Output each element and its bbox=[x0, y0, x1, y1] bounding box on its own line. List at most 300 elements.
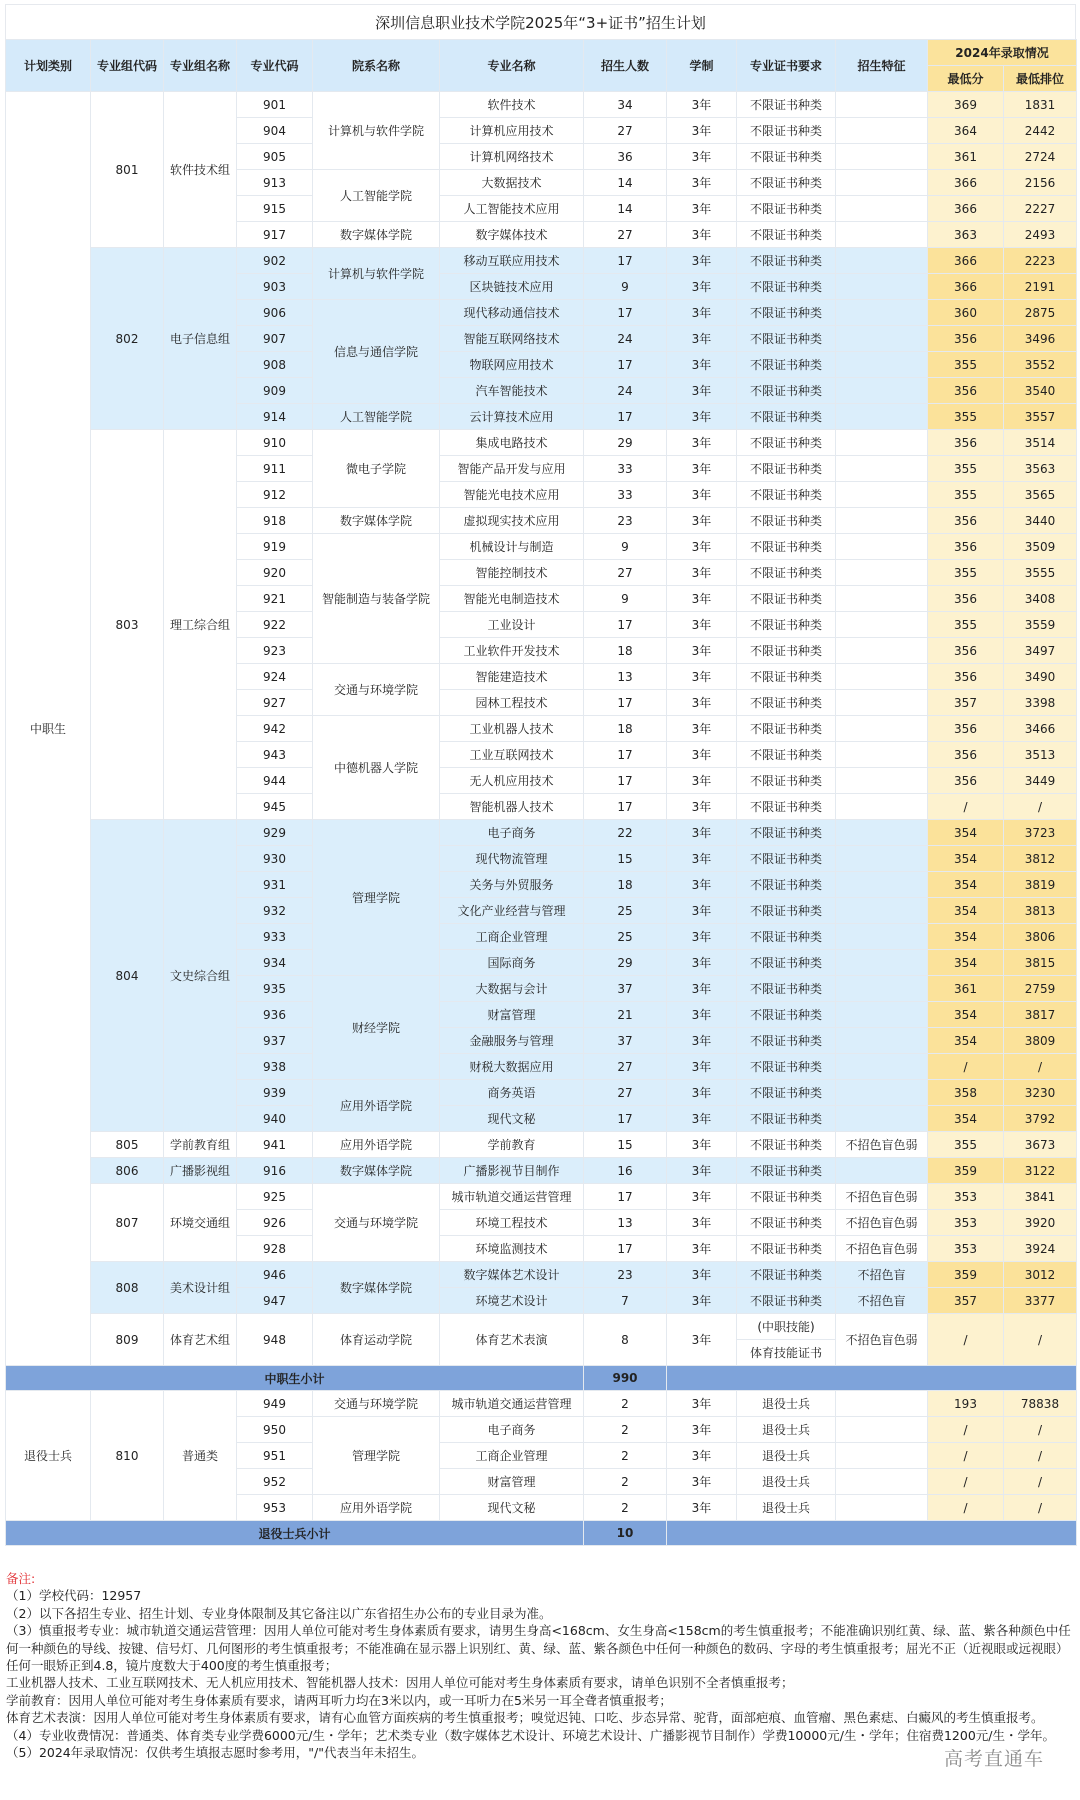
min-rank-cell: 2442 bbox=[1004, 118, 1077, 144]
quota-cell: 27 bbox=[584, 222, 667, 248]
feature-cell bbox=[836, 638, 928, 664]
cert-requirement-cell: 不限证书种类 bbox=[737, 1158, 836, 1184]
quota-cell: 17 bbox=[584, 1106, 667, 1132]
quota-cell: 9 bbox=[584, 534, 667, 560]
min-rank-cell: 3513 bbox=[1004, 742, 1077, 768]
major-name-cell: 体育艺术表演 bbox=[440, 1314, 584, 1366]
feature-cell bbox=[836, 508, 928, 534]
major-name-cell: 财富管理 bbox=[440, 1469, 584, 1495]
major-code-cell: 950 bbox=[237, 1417, 313, 1443]
feature-cell bbox=[836, 300, 928, 326]
years-cell: 3年 bbox=[667, 482, 737, 508]
min-rank-cell: 3552 bbox=[1004, 352, 1077, 378]
min-score-cell: / bbox=[928, 1495, 1004, 1521]
major-name-cell: 电子商务 bbox=[440, 1417, 584, 1443]
group-name-cell: 广播影视组 bbox=[164, 1158, 237, 1184]
feature-cell bbox=[836, 560, 928, 586]
cert-requirement-cell: 不限证书种类 bbox=[737, 1184, 836, 1210]
dept-name-cell: 信息与通信学院 bbox=[313, 300, 440, 404]
years-cell: 3年 bbox=[667, 430, 737, 456]
major-code-cell: 906 bbox=[237, 300, 313, 326]
min-score-cell: 366 bbox=[928, 170, 1004, 196]
min-rank-cell: 2724 bbox=[1004, 144, 1077, 170]
min-score-cell: 354 bbox=[928, 1106, 1004, 1132]
dept-name-cell: 数字媒体学院 bbox=[313, 1158, 440, 1184]
min-rank-cell: 3514 bbox=[1004, 430, 1077, 456]
min-rank-cell: 3012 bbox=[1004, 1262, 1077, 1288]
cert-requirement-cell: 不限证书种类 bbox=[737, 768, 836, 794]
min-rank-cell: / bbox=[1004, 1054, 1077, 1080]
quota-cell: 27 bbox=[584, 1054, 667, 1080]
min-rank-cell: 3806 bbox=[1004, 924, 1077, 950]
quota-cell: 14 bbox=[584, 196, 667, 222]
feature-cell bbox=[836, 222, 928, 248]
years-cell: 3年 bbox=[667, 1391, 737, 1417]
subtotal-label: 退役士兵小计 bbox=[6, 1521, 584, 1546]
major-name-cell: 智能光电技术应用 bbox=[440, 482, 584, 508]
cert-requirement-cell: 不限证书种类 bbox=[737, 794, 836, 820]
feature-cell: 不招色盲 bbox=[836, 1288, 928, 1314]
group-code-cell: 806 bbox=[91, 1158, 164, 1184]
group-name-cell: 普通类 bbox=[164, 1391, 237, 1521]
plan-type-cell: 中职生 bbox=[6, 92, 91, 1366]
group-name-cell: 电子信息组 bbox=[164, 248, 237, 430]
min-score-cell: 355 bbox=[928, 456, 1004, 482]
group-name-cell: 理工综合组 bbox=[164, 430, 237, 820]
group-name-cell: 美术设计组 bbox=[164, 1262, 237, 1314]
major-name-cell: 集成电路技术 bbox=[440, 430, 584, 456]
dept-name-cell: 人工智能学院 bbox=[313, 170, 440, 222]
table-body bbox=[6, 92, 1077, 1546]
cert-requirement-cell: 不限证书种类 bbox=[737, 248, 836, 274]
major-name-cell: 学前教育 bbox=[440, 1132, 584, 1158]
major-name-cell: 环境艺术设计 bbox=[440, 1288, 584, 1314]
min-score-cell: 358 bbox=[928, 1080, 1004, 1106]
years-cell: 3年 bbox=[667, 378, 737, 404]
min-rank-cell: 2759 bbox=[1004, 976, 1077, 1002]
years-cell: 3年 bbox=[667, 1469, 737, 1495]
min-rank-cell: 3563 bbox=[1004, 456, 1077, 482]
cert-requirement-cell: 不限证书种类 bbox=[737, 508, 836, 534]
major-name-cell: 现代文秘 bbox=[440, 1495, 584, 1521]
quota-cell: 17 bbox=[584, 1236, 667, 1262]
major-code-cell: 913 bbox=[237, 170, 313, 196]
major-code-cell: 941 bbox=[237, 1132, 313, 1158]
cert-requirement-cell: (中职技能) bbox=[737, 1314, 836, 1340]
note-line: （5）2024年录取情况：仅供考生填报志愿时参考用，"/"代表当年未招生。 bbox=[6, 1745, 424, 1761]
cert-requirement-cell: 不限证书种类 bbox=[737, 1236, 836, 1262]
min-score-cell: 355 bbox=[928, 612, 1004, 638]
major-code-cell: 916 bbox=[237, 1158, 313, 1184]
major-name-cell: 虚拟现实技术应用 bbox=[440, 508, 584, 534]
cert-requirement-cell: 体育技能证书 bbox=[737, 1340, 836, 1366]
major-name-cell: 计算机应用技术 bbox=[440, 118, 584, 144]
major-code-cell: 930 bbox=[237, 846, 313, 872]
min-rank-cell: 2875 bbox=[1004, 300, 1077, 326]
quota-cell: 27 bbox=[584, 560, 667, 586]
plan-type-cell: 退役士兵 bbox=[6, 1391, 91, 1521]
quota-cell: 17 bbox=[584, 768, 667, 794]
major-name-cell: 无人机应用技术 bbox=[440, 768, 584, 794]
quota-cell: 7 bbox=[584, 1288, 667, 1314]
major-code-cell: 923 bbox=[237, 638, 313, 664]
min-score-cell: 353 bbox=[928, 1184, 1004, 1210]
min-rank-cell: 3841 bbox=[1004, 1184, 1077, 1210]
min-score-cell: 354 bbox=[928, 820, 1004, 846]
min-rank-cell: / bbox=[1004, 1314, 1077, 1366]
cert-requirement-cell: 不限证书种类 bbox=[737, 976, 836, 1002]
major-name-cell: 移动互联应用技术 bbox=[440, 248, 584, 274]
feature-cell bbox=[836, 924, 928, 950]
quota-cell: 27 bbox=[584, 1080, 667, 1106]
major-name-cell: 财税大数据应用 bbox=[440, 1054, 584, 1080]
header-admission-2024: 2024年录取情况 bbox=[928, 40, 1077, 66]
min-score-cell: 356 bbox=[928, 326, 1004, 352]
feature-cell bbox=[836, 1054, 928, 1080]
quota-cell: 2 bbox=[584, 1391, 667, 1417]
feature-cell bbox=[836, 404, 928, 430]
major-code-cell: 909 bbox=[237, 378, 313, 404]
group-code-cell: 808 bbox=[91, 1262, 164, 1314]
feature-cell bbox=[836, 716, 928, 742]
years-cell: 3年 bbox=[667, 950, 737, 976]
cert-requirement-cell: 不限证书种类 bbox=[737, 872, 836, 898]
cert-requirement-cell: 不限证书种类 bbox=[737, 456, 836, 482]
quota-cell: 17 bbox=[584, 248, 667, 274]
cert-requirement-cell: 不限证书种类 bbox=[737, 664, 836, 690]
min-rank-cell: 3377 bbox=[1004, 1288, 1077, 1314]
major-code-cell: 922 bbox=[237, 612, 313, 638]
feature-cell bbox=[836, 456, 928, 482]
note-line: （4）专业收费情况：普通类、体育类专业学费6000元/生・学年；艺术类专业（数字媒体艺术设计、环境艺术设计、广播影视节目制作）学费10000元/生・学年；住宿费1200元/生・学年。 bbox=[6, 1727, 1055, 1743]
cert-requirement-cell: 不限证书种类 bbox=[737, 300, 836, 326]
major-code-cell: 905 bbox=[237, 144, 313, 170]
min-score-cell: 363 bbox=[928, 222, 1004, 248]
feature-cell: 不招色盲 bbox=[836, 1262, 928, 1288]
major-name-cell: 大数据技术 bbox=[440, 170, 584, 196]
major-code-cell: 949 bbox=[237, 1391, 313, 1417]
table-row bbox=[6, 1314, 1077, 1340]
major-code-cell: 901 bbox=[237, 92, 313, 118]
group-code-cell: 810 bbox=[91, 1391, 164, 1521]
min-rank-cell: 3723 bbox=[1004, 820, 1077, 846]
major-code-cell: 933 bbox=[237, 924, 313, 950]
quota-cell: 24 bbox=[584, 326, 667, 352]
years-cell: 3年 bbox=[667, 664, 737, 690]
min-score-cell: 356 bbox=[928, 768, 1004, 794]
min-rank-cell: 3440 bbox=[1004, 508, 1077, 534]
major-name-cell: 工业软件开发技术 bbox=[440, 638, 584, 664]
quota-cell: 18 bbox=[584, 872, 667, 898]
major-name-cell: 现代移动通信技术 bbox=[440, 300, 584, 326]
min-score-cell: 364 bbox=[928, 118, 1004, 144]
min-score-cell: 357 bbox=[928, 690, 1004, 716]
min-rank-cell: 3559 bbox=[1004, 612, 1077, 638]
feature-cell: 不招色盲色弱 bbox=[836, 1314, 928, 1366]
major-name-cell: 智能机器人技术 bbox=[440, 794, 584, 820]
min-score-cell: / bbox=[928, 1417, 1004, 1443]
quota-cell: 17 bbox=[584, 690, 667, 716]
quota-cell: 21 bbox=[584, 1002, 667, 1028]
feature-cell bbox=[836, 1106, 928, 1132]
years-cell: 3年 bbox=[667, 690, 737, 716]
feature-cell bbox=[836, 1417, 928, 1443]
subtotal-value: 990 bbox=[584, 1366, 667, 1391]
major-code-cell: 936 bbox=[237, 1002, 313, 1028]
dept-name-cell: 数字媒体学院 bbox=[313, 508, 440, 534]
major-name-cell: 电子商务 bbox=[440, 820, 584, 846]
min-score-cell: 356 bbox=[928, 716, 1004, 742]
major-name-cell: 工商企业管理 bbox=[440, 924, 584, 950]
min-rank-cell: 3497 bbox=[1004, 638, 1077, 664]
quota-cell: 29 bbox=[584, 950, 667, 976]
min-score-cell: 369 bbox=[928, 92, 1004, 118]
dept-name-cell: 数字媒体学院 bbox=[313, 222, 440, 248]
years-cell: 3年 bbox=[667, 846, 737, 872]
quota-cell: 8 bbox=[584, 1314, 667, 1366]
dept-name-cell: 财经学院 bbox=[313, 976, 440, 1080]
cert-requirement-cell: 不限证书种类 bbox=[737, 612, 836, 638]
years-cell: 3年 bbox=[667, 144, 737, 170]
major-name-cell: 商务英语 bbox=[440, 1080, 584, 1106]
min-rank-cell: 3398 bbox=[1004, 690, 1077, 716]
cert-requirement-cell: 不限证书种类 bbox=[737, 482, 836, 508]
min-rank-cell: 3408 bbox=[1004, 586, 1077, 612]
years-cell: 3年 bbox=[667, 1236, 737, 1262]
dept-name-cell: 数字媒体学院 bbox=[313, 1262, 440, 1314]
major-code-cell: 944 bbox=[237, 768, 313, 794]
min-rank-cell: 2223 bbox=[1004, 248, 1077, 274]
min-score-cell: 354 bbox=[928, 846, 1004, 872]
years-cell: 3年 bbox=[667, 1002, 737, 1028]
major-code-cell: 921 bbox=[237, 586, 313, 612]
quota-cell: 34 bbox=[584, 92, 667, 118]
years-cell: 3年 bbox=[667, 508, 737, 534]
major-name-cell: 智能控制技术 bbox=[440, 560, 584, 586]
feature-cell bbox=[836, 690, 928, 716]
group-name-cell: 学前教育组 bbox=[164, 1132, 237, 1158]
min-rank-cell: 3815 bbox=[1004, 950, 1077, 976]
min-score-cell: 193 bbox=[928, 1391, 1004, 1417]
table-row bbox=[6, 820, 1077, 846]
major-code-cell: 925 bbox=[237, 1184, 313, 1210]
feature-cell bbox=[836, 170, 928, 196]
major-name-cell: 人工智能技术应用 bbox=[440, 196, 584, 222]
feature-cell bbox=[836, 664, 928, 690]
min-score-cell: 355 bbox=[928, 482, 1004, 508]
years-cell: 3年 bbox=[667, 1210, 737, 1236]
feature-cell bbox=[836, 1080, 928, 1106]
major-code-cell: 938 bbox=[237, 1054, 313, 1080]
quota-cell: 23 bbox=[584, 1262, 667, 1288]
cert-requirement-cell: 不限证书种类 bbox=[737, 586, 836, 612]
years-cell: 3年 bbox=[667, 742, 737, 768]
cert-requirement-cell: 不限证书种类 bbox=[737, 1262, 836, 1288]
quota-cell: 17 bbox=[584, 742, 667, 768]
cert-requirement-cell: 不限证书种类 bbox=[737, 1028, 836, 1054]
feature-cell: 不招色盲色弱 bbox=[836, 1132, 928, 1158]
note-line: （1）学校代码：12957 bbox=[6, 1588, 142, 1604]
min-rank-cell: 3509 bbox=[1004, 534, 1077, 560]
feature-cell bbox=[836, 430, 928, 456]
years-cell: 3年 bbox=[667, 638, 737, 664]
feature-cell bbox=[836, 1002, 928, 1028]
years-cell: 3年 bbox=[667, 1262, 737, 1288]
subtotal-label: 中职生小计 bbox=[6, 1366, 584, 1391]
major-code-cell: 947 bbox=[237, 1288, 313, 1314]
min-rank-cell: 3809 bbox=[1004, 1028, 1077, 1054]
cert-requirement-cell: 不限证书种类 bbox=[737, 274, 836, 300]
min-score-cell: 366 bbox=[928, 274, 1004, 300]
major-name-cell: 计算机网络技术 bbox=[440, 144, 584, 170]
cert-requirement-cell: 不限证书种类 bbox=[737, 1080, 836, 1106]
dept-name-cell: 智能制造与装备学院 bbox=[313, 534, 440, 664]
major-name-cell: 现代文秘 bbox=[440, 1106, 584, 1132]
years-cell: 3年 bbox=[667, 300, 737, 326]
quota-cell: 15 bbox=[584, 1132, 667, 1158]
major-code-cell: 919 bbox=[237, 534, 313, 560]
major-name-cell: 现代物流管理 bbox=[440, 846, 584, 872]
major-code-cell: 920 bbox=[237, 560, 313, 586]
major-name-cell: 关务与外贸服务 bbox=[440, 872, 584, 898]
years-cell: 3年 bbox=[667, 274, 737, 300]
years-cell: 3年 bbox=[667, 248, 737, 274]
feature-cell: 不招色盲色弱 bbox=[836, 1210, 928, 1236]
table-row bbox=[6, 1184, 1077, 1210]
group-name-cell: 环境交通组 bbox=[164, 1184, 237, 1262]
major-code-cell: 904 bbox=[237, 118, 313, 144]
feature-cell bbox=[836, 482, 928, 508]
min-score-cell: 356 bbox=[928, 508, 1004, 534]
min-rank-cell: 2191 bbox=[1004, 274, 1077, 300]
min-rank-cell: 3812 bbox=[1004, 846, 1077, 872]
min-rank-cell: 3466 bbox=[1004, 716, 1077, 742]
major-name-cell: 环境工程技术 bbox=[440, 1210, 584, 1236]
years-cell: 3年 bbox=[667, 196, 737, 222]
cert-requirement-cell: 不限证书种类 bbox=[737, 690, 836, 716]
cert-requirement-cell: 不限证书种类 bbox=[737, 430, 836, 456]
enrollment-table bbox=[5, 39, 1077, 1546]
feature-cell bbox=[836, 1158, 928, 1184]
group-name-cell: 文史综合组 bbox=[164, 820, 237, 1132]
years-cell: 3年 bbox=[667, 1417, 737, 1443]
major-name-cell: 城市轨道交通运营管理 bbox=[440, 1391, 584, 1417]
feature-cell: 不招色盲色弱 bbox=[836, 1236, 928, 1262]
dept-name-cell: 交通与环境学院 bbox=[313, 664, 440, 716]
min-score-cell: 354 bbox=[928, 1028, 1004, 1054]
major-code-cell: 946 bbox=[237, 1262, 313, 1288]
header-years: 学制 bbox=[667, 40, 737, 92]
quota-cell: 13 bbox=[584, 1210, 667, 1236]
min-rank-cell: 3817 bbox=[1004, 1002, 1077, 1028]
years-cell: 3年 bbox=[667, 794, 737, 820]
major-code-cell: 943 bbox=[237, 742, 313, 768]
group-code-cell: 807 bbox=[91, 1184, 164, 1262]
min-rank-cell: 3792 bbox=[1004, 1106, 1077, 1132]
min-score-cell: 356 bbox=[928, 378, 1004, 404]
cert-requirement-cell: 不限证书种类 bbox=[737, 352, 836, 378]
subtotal-blank bbox=[667, 1521, 1077, 1546]
major-code-cell: 932 bbox=[237, 898, 313, 924]
min-score-cell: 356 bbox=[928, 430, 1004, 456]
min-score-cell: 361 bbox=[928, 144, 1004, 170]
feature-cell bbox=[836, 794, 928, 820]
note-line: 体育艺术表演：因用人单位可能对考生身体素质有要求，请有心血管方面疾病的考生慎重报考；嗅觉迟钝、口吃、步态异常、驼背，面部疤痕、血管瘤、黑色素痣、白癜风的考生慎重报考。 bbox=[6, 1710, 1044, 1726]
min-rank-cell: 3819 bbox=[1004, 872, 1077, 898]
table-row bbox=[6, 1132, 1077, 1158]
major-code-cell: 937 bbox=[237, 1028, 313, 1054]
cert-requirement-cell: 退役士兵 bbox=[737, 1443, 836, 1469]
major-name-cell: 金融服务与管理 bbox=[440, 1028, 584, 1054]
quota-cell: 17 bbox=[584, 794, 667, 820]
major-code-cell: 951 bbox=[237, 1443, 313, 1469]
watermark: 高考直通车 bbox=[944, 1748, 1045, 1770]
years-cell: 3年 bbox=[667, 1132, 737, 1158]
years-cell: 3年 bbox=[667, 534, 737, 560]
min-rank-cell: 2493 bbox=[1004, 222, 1077, 248]
major-name-cell: 工业设计 bbox=[440, 612, 584, 638]
note-line: 工业机器人技术、工业互联网技术、无人机应用技术、智能机器人技术：因用人单位可能对考生身体素质有要求，请单色识别不全者慎重报考； bbox=[6, 1675, 794, 1691]
cert-requirement-cell: 不限证书种类 bbox=[737, 742, 836, 768]
major-name-cell: 机械设计与制造 bbox=[440, 534, 584, 560]
header-quota: 招生人数 bbox=[584, 40, 667, 92]
major-name-cell: 汽车智能技术 bbox=[440, 378, 584, 404]
quota-cell: 17 bbox=[584, 352, 667, 378]
table-row bbox=[6, 92, 1077, 118]
years-cell: 3年 bbox=[667, 1054, 737, 1080]
feature-cell bbox=[836, 196, 928, 222]
min-rank-cell: / bbox=[1004, 794, 1077, 820]
cert-requirement-cell: 不限证书种类 bbox=[737, 196, 836, 222]
cert-requirement-cell: 不限证书种类 bbox=[737, 638, 836, 664]
feature-cell bbox=[836, 612, 928, 638]
quota-cell: 23 bbox=[584, 508, 667, 534]
min-score-cell: 354 bbox=[928, 872, 1004, 898]
feature-cell bbox=[836, 768, 928, 794]
cert-requirement-cell: 不限证书种类 bbox=[737, 716, 836, 742]
header-dept: 院系名称 bbox=[313, 40, 440, 92]
major-name-cell: 工业互联网技术 bbox=[440, 742, 584, 768]
major-code-cell: 931 bbox=[237, 872, 313, 898]
years-cell: 3年 bbox=[667, 976, 737, 1002]
min-rank-cell: / bbox=[1004, 1495, 1077, 1521]
min-score-cell: / bbox=[928, 794, 1004, 820]
min-rank-cell: 3490 bbox=[1004, 664, 1077, 690]
cert-requirement-cell: 不限证书种类 bbox=[737, 92, 836, 118]
years-cell: 3年 bbox=[667, 924, 737, 950]
min-score-cell: 355 bbox=[928, 1132, 1004, 1158]
feature-cell: 不招色盲色弱 bbox=[836, 1184, 928, 1210]
major-code-cell: 942 bbox=[237, 716, 313, 742]
major-code-cell: 945 bbox=[237, 794, 313, 820]
quota-cell: 2 bbox=[584, 1495, 667, 1521]
page-title: 深圳信息职业技术学院2025年“3+证书”招生计划 bbox=[5, 4, 1076, 39]
years-cell: 3年 bbox=[667, 352, 737, 378]
header-feature: 招生特征 bbox=[836, 40, 928, 92]
min-score-cell: 354 bbox=[928, 950, 1004, 976]
major-code-cell: 911 bbox=[237, 456, 313, 482]
note-line: （2）以下各招生专业、招生计划、专业身体限制及其它备注以广东省招生办公布的专业目录为准。 bbox=[6, 1605, 552, 1621]
min-score-cell: 355 bbox=[928, 560, 1004, 586]
major-code-cell: 929 bbox=[237, 820, 313, 846]
major-name-cell: 智能产品开发与应用 bbox=[440, 456, 584, 482]
feature-cell bbox=[836, 950, 928, 976]
major-name-cell: 智能建造技术 bbox=[440, 664, 584, 690]
min-rank-cell: 2227 bbox=[1004, 196, 1077, 222]
min-rank-cell: 3496 bbox=[1004, 326, 1077, 352]
feature-cell bbox=[836, 1469, 928, 1495]
min-rank-cell: 3122 bbox=[1004, 1158, 1077, 1184]
